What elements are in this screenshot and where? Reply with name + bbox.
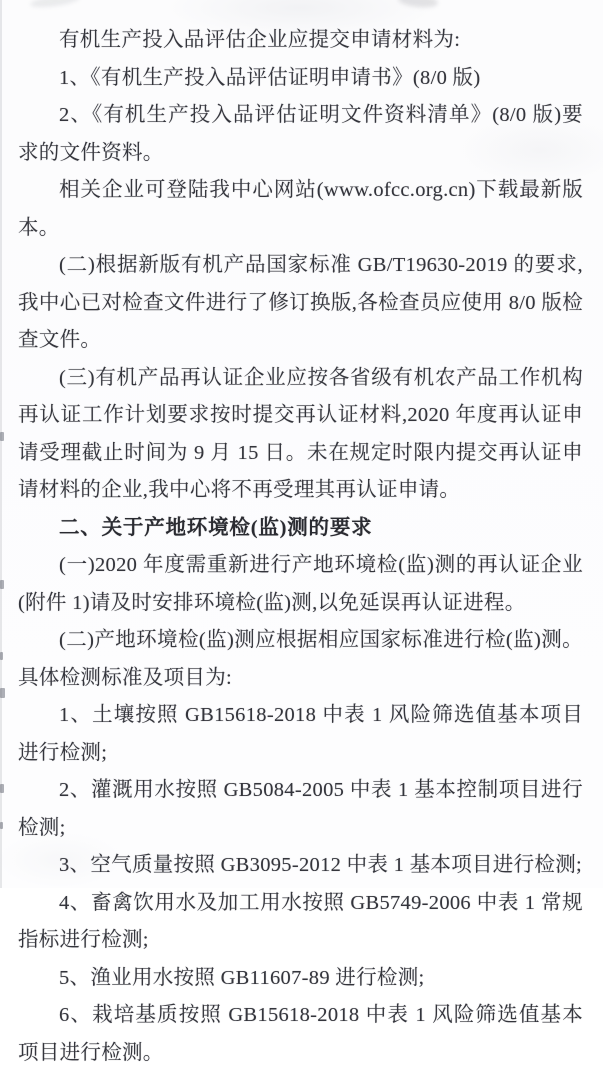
paragraph-test-5-fishery-water: 5、渔业用水按照 GB11607-89 进行检测; [59,966,425,989]
scan-artifact-left-edge [0,688,5,698]
paragraph-test-1-soil: 1、土壤按照 GB15618-2018 中表 1 风险筛选值基本项目进行检测; [18,704,583,764]
paragraph-section2-item1-arrange-monitoring: (一)2020 年度需重新进行产地环境检(监)测的再认证企业(附件 1)请及时安排环境检(监)测,以免延误再认证进程。 [18,554,583,614]
paragraph-section1-item3-recertification-deadline: (三)有机产品再认证企业应按各省级有机农产品工作机构再认证工作计划要求按时提交再认证材料,2020 年度再认证申请受理截止时间为 9 月 15 日。未在规定时限内提交再认证申请材料的企业,我中心将不再受理其再认证申请。 [18,366,583,501]
paragraph-section1-item2-standard-update: (二)根据新版有机产品国家标准 GB/T19630-2019 的要求,我中心已对检查文件进行了修订换版,各检查员应使用 8/0 版检查文件。 [18,254,583,351]
scan-artifact-left-edge [0,784,4,793]
paragraph-test-4-livestock-processing-water: 4、畜禽饮用水及加工用水按照 GB5749-2006 中表 1 常规指标进行检测; [18,891,583,951]
scan-artifact-left-edge [0,432,4,441]
paragraph-item-1-application-form: 1、《有机生产投入品评估证明申请书》(8/0 版) [59,66,481,89]
paragraph-website-download: 相关企业可登陆我中心网站(www.ofcc.org.cn)下载最新版本。 [18,179,583,239]
paragraph-test-2-irrigation-water: 2、灌溉用水按照 GB5084-2005 中表 1 基本控制项目进行检测; [18,779,583,839]
scan-artifact-left-edge [0,580,4,589]
paragraph-test-6-growing-substrate: 6、栽培基质按照 GB15618-2018 中表 1 风险筛选值基本项目进行检测。 [18,1004,583,1064]
paragraph-submit-materials-intro: 有机生产投入品评估企业应提交申请材料为: [59,29,461,51]
paragraph-item-2-document-list: 2、《有机生产投入品评估证明文件资料清单》(8/0 版)要求的文件资料。 [18,104,583,164]
paragraph-section2-item2-standards-intro: (二)产地环境检(监)测应根据相应国家标准进行检(监)测。具体检测标准及项目为: [18,629,583,689]
scan-artifact-left-edge [0,652,3,660]
paragraph-test-3-air-quality: 3、空气质量按照 GB3095-2012 中表 1 基本项目进行检测; [59,854,582,876]
section-heading-environment-monitoring: 二、关于产地环境检(监)测的要求 [59,516,373,539]
scan-artifact-left-edge [0,822,3,829]
document-body [18,0,583,1072]
